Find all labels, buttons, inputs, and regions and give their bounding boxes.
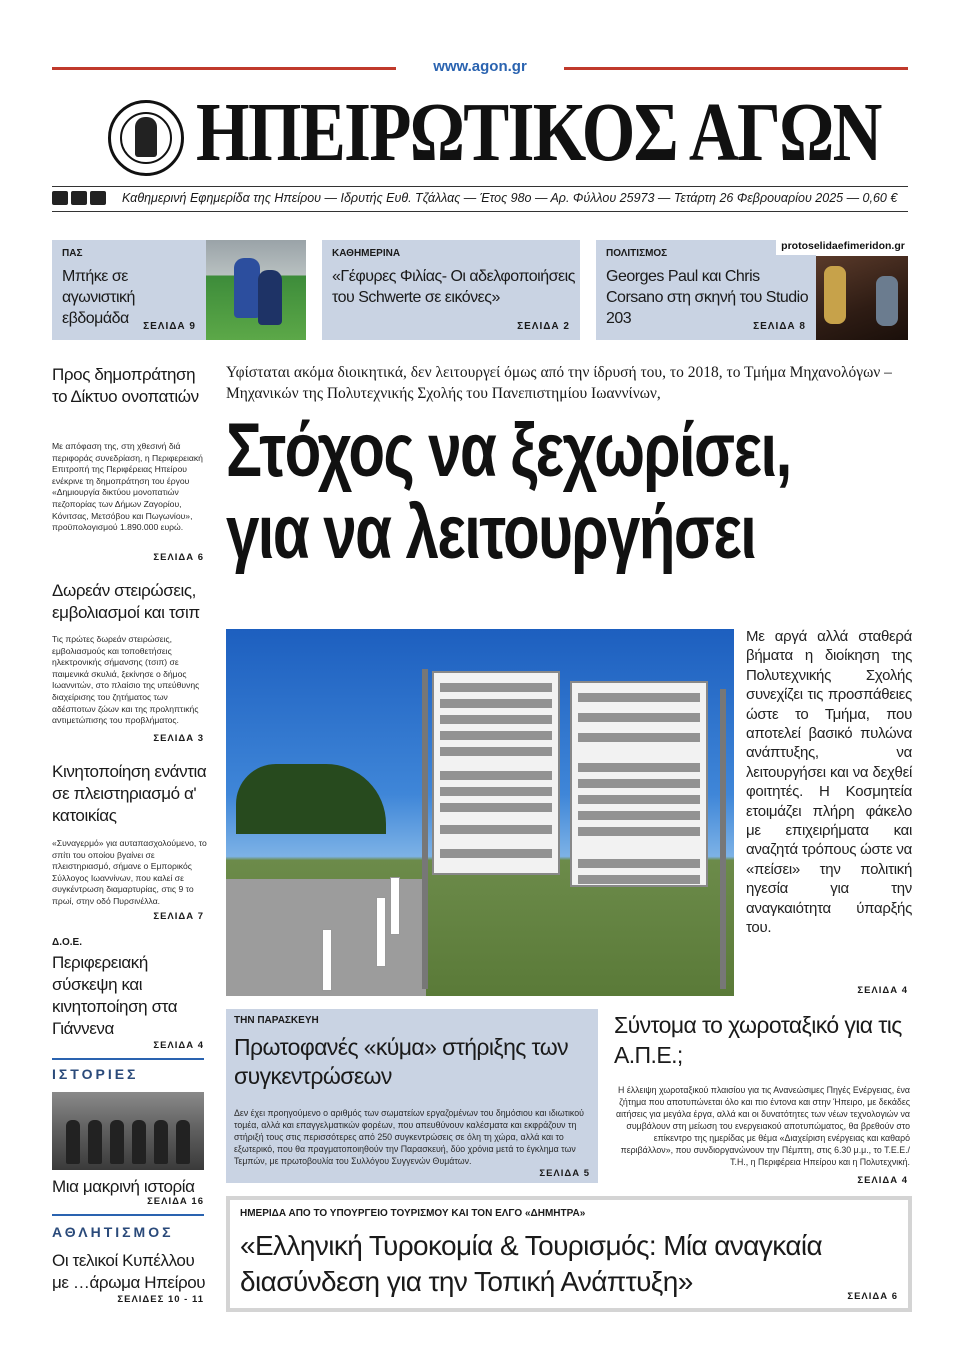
- main-story-deck: Υφίσταται ακόμα διοικητικά, δεν λειτουργεί όμως από την ίδρυσή του, το 2018, το Τμήμα Μηχανολόγων – Μηχανικών της Πολυτεχνικής Σχολής του Πανεπιστημίου Ιωαννίνων,: [226, 364, 892, 402]
- teaser-page-ref: ΣΕΛΙΔΑ 9: [143, 321, 196, 332]
- masthead-tagline: Καθημερινή Εφημερίδα της Ηπείρου — Ιδρυτής Ευθ. Τζάλλας — Έτος 98ο — Αρ. Φύλλου 25973 — Τετάρτη 26 Φεβρουαρίου 2025 — 0,60 €: [122, 191, 898, 205]
- bottom-page-ref: ΣΕΛΙΔΑ 6: [847, 1291, 898, 1302]
- left-story-headline[interactable]: Δωρεάν στειρώσεις, εμβολιασμοί και τσιπ: [52, 581, 200, 622]
- masthead-divider-top: [52, 186, 908, 187]
- section-divider: [52, 1214, 204, 1216]
- left-story-page-ref: ΣΕΛΙΔΑ 7: [153, 911, 204, 922]
- teaser-page-ref: ΣΕΛΙΔΑ 8: [753, 321, 806, 332]
- main-story-headline[interactable]: [226, 408, 791, 575]
- main-headline-line-1: Στόχος να ξεχωρίσει,: [226, 408, 791, 493]
- zoning-body: Η έλλειψη χωροταξικού πλαισίου για τις Ανανεώσιμες Πηγές Ενέργειας, ένα ζήτημα που αποτυπώνεται όλο και πιο έντονα και στην Ήπειρο, με δεκάδες αιτήσεις για μεγάλα έργα, αλλά και οι δυνατότητες των νέων τεχνολογιών να συμβάλουν στη μείωση του ενεργειακού αποτυπώματος, θα βρεθούν στο επίκεντρο της ημερίδας με θέμα «Διαχείριση ενέργειας και καθαρό περιβάλλον», που συνδιοργανώνουν την Πέμπτη, στις 6.30 μ.μ., το Τ.Ε.Ε./Τ.Η., η Περιφέρεια Ηπείρου και η Πολυτεχνική.: [615, 1085, 910, 1167]
- publisher-association-logos: [52, 191, 106, 205]
- source-credit: protoselidaefimeridon.gr: [776, 238, 910, 255]
- main-story-page-ref: ΣΕΛΙΔΑ 4: [857, 985, 908, 996]
- association-logo-icon: [90, 191, 106, 205]
- cheese-tourism-story-box[interactable]: [226, 1196, 912, 1312]
- teaser-kicker: ΠΑΣ: [62, 248, 83, 259]
- teaser-politismos[interactable]: [596, 240, 816, 340]
- main-story-photo: [226, 629, 734, 996]
- left-story-body: «Συναγερμό» για αυταπασχολούμενο, το σπίτι του οποίου βγαίνει σε πλειστηριασμό, σήμανε ο Εμπορικός Σύλλογος Ιωαννίνων, που καλεί σε συγκέντρωση διαμαρτυρίας, στις 9 το πρωί, στην οδό Πυρσινέλλα.: [52, 838, 207, 906]
- left-story-kicker: Δ.Ο.Ε.: [52, 937, 82, 948]
- friday-headline: Πρωτοφανές «κύμα» στήριξης των συγκεντρώσεων: [234, 1034, 568, 1089]
- section-label-stories: ΙΣΤΟΡΙΕΣ: [52, 1066, 139, 1082]
- left-story-body: Με απόφαση της, στη χθεσινή διά περιφοράς συνεδρίαση, η Περιφερειακή Επιτροπή της Περιφέρειας Ηπείρου ενέκρινε τη δημοπράτηση του έργου «Δημιουργία δικτύου μονοπατιών πεζοπορίας των Δήμων Ζαγορίου, Κόνιτσας, Μετσόβου και Πωγωνίου», προϋπολογισμού 1.890.000 ευρώ.: [52, 441, 203, 533]
- friday-kicker: ΤΗΝ ΠΑΡΑΣΚΕΥΗ: [234, 1015, 319, 1026]
- stories-page-ref: ΣΕΛΙΔΑ 16: [147, 1196, 204, 1207]
- teaser-headline: Μπήκε σε αγωνιστική εβδομάδα: [62, 268, 135, 327]
- masthead-rule-right: [564, 67, 908, 70]
- sports-headline[interactable]: Οι τελικοί Κυπέλλου με …άρωμα Ηπείρου: [52, 1251, 206, 1292]
- section-label-sports: ΑΘΛΗΤΙΣΜΟΣ: [52, 1224, 174, 1240]
- teaser-page-ref: ΣΕΛΙΔΑ 2: [517, 321, 570, 332]
- main-headline-line-2: για να λειτουργήσει: [226, 490, 756, 575]
- newspaper-seal-logo: [108, 100, 184, 176]
- association-logo-icon: [71, 191, 87, 205]
- zoning-headline[interactable]: Σύντομα το χωροταξικό για τις Α.Π.Ε.;: [614, 1012, 902, 1068]
- zoning-page-ref: ΣΕΛΙΔΑ 4: [857, 1175, 908, 1186]
- masthead-divider-bottom: [52, 211, 908, 212]
- association-logo-icon: [52, 191, 68, 205]
- friday-page-ref: ΣΕΛΙΔΑ 5: [539, 1168, 590, 1179]
- section-divider: [52, 1058, 204, 1060]
- masthead-title: ΗΠΕΙΡΩΤΙΚΟΣ ΑΓΩΝ: [196, 86, 881, 179]
- sports-page-ref: ΣΕΛΙΔΕΣ 10 - 11: [117, 1294, 204, 1305]
- bottom-kicker: ΗΜΕΡΙΔΑ ΑΠΟ ΤΟ ΥΠΟΥΡΓΕΙΟ ΤΟΥΡΙΣΜΟΥ ΚΑΙ ΤΟΝ ΕΛΓΟ «ΔΗΜΗΤΡΑ»: [240, 1208, 586, 1219]
- stories-headline[interactable]: Μια μακρινή ιστορία: [52, 1177, 195, 1196]
- concert-photo: [816, 256, 908, 340]
- teaser-headline: Georges Paul και Chris Corsano στη σκηνή του Studio 203: [606, 268, 809, 327]
- bottom-headline: «Ελληνική Τυροκομία & Τουρισμός: Μία αναγκαία διασύνδεση για την Τοπική Ανάπτυξη»: [240, 1230, 823, 1297]
- left-story-headline[interactable]: Κινητοποίηση ενάντια σε πλειστηριασμό α' κατοικίας: [52, 762, 207, 825]
- teaser-headline: «Γέφυρες Φιλίας- Οι αδελφοποιήσεις του Schwerte σε εικόνες»: [332, 268, 575, 306]
- football-photo: [206, 240, 306, 340]
- teaser-kicker: ΠΟΛΙΤΙΣΜΟΣ: [606, 248, 668, 259]
- left-story-page-ref: ΣΕΛΙΔΑ 4: [153, 1040, 204, 1051]
- left-story-page-ref: ΣΕΛΙΔΑ 3: [153, 733, 204, 744]
- masthead-rule-left: [52, 67, 396, 70]
- teaser-kathimerina[interactable]: [322, 240, 580, 340]
- left-story-headline[interactable]: Περιφερειακή σύσκεψη και κινητοποίηση στα Γιάννενα: [52, 953, 178, 1038]
- historical-photo: [52, 1092, 204, 1170]
- left-story-headline[interactable]: Προς δημοπράτηση το Δίκτυο ονοπατιών: [52, 365, 199, 406]
- friday-story-box[interactable]: [226, 1009, 598, 1183]
- main-story-side-text: Με αργά αλλά σταθερά βήματα η διοίκηση της Πολυτεχνικής Σχολής συνεχίζει τις προσπάθειες ώστε το Τμήμα, που αποτελεί βασικό πυλώνα ανάπτυξης, να λειτουργήσει και να δεχθεί φοιτητές. Η Κοσμητεία ετοιμάζει πλήρη φάκελο με επιχειρήματα και αναζητά τρόπους ώστε να «πείσει» την πολιτική ηγεσία για την αναγκαιότητα ύπαρξής του.: [746, 628, 912, 937]
- left-story-page-ref: ΣΕΛΙΔΑ 6: [153, 552, 204, 563]
- teaser-kicker: ΚΑΘΗΜΕΡΙΝΑ: [332, 248, 401, 259]
- friday-body: Δεν έχει προηγούμενο ο αριθμός των σωματείων εργαζομένων του δημόσιου και ιδιωτικού τομέα, αλλά και επαγγελματικών φορέων, που απευθύνουν καλέσματα και εκφράζουν τη στήριξή τους στις περισσότερες από 250 συγκεντρώσεις σε όλη τη χώρα, αλλά και το εξωτερικό, που θα πραγματοποιηθούν την Παρασκευή, δύο χρόνια μετά το έγκλημα των Τεμπών, με πρωτοβουλία του Συλλόγου Συγγενών Θυμάτων.: [234, 1108, 584, 1166]
- site-url[interactable]: www.agon.gr: [433, 58, 527, 75]
- teaser-pas[interactable]: [52, 240, 206, 340]
- left-story-body: Τις πρώτες δωρεάν στειρώσεις, εμβολιασμούς και τοποθετήσεις ηλεκτρονικής σήμανσης (τσιπ) σε παιμενικά σκυλιά, ξεκίνησε ο δήμος Ιωαννιτών, στο πλαίσιο της υπεύθυνης διαχείρισης του ζητήματος των αδέσποτων ζώων και της προληπτικής αντιμετώπισης του προβλήματος.: [52, 634, 200, 726]
